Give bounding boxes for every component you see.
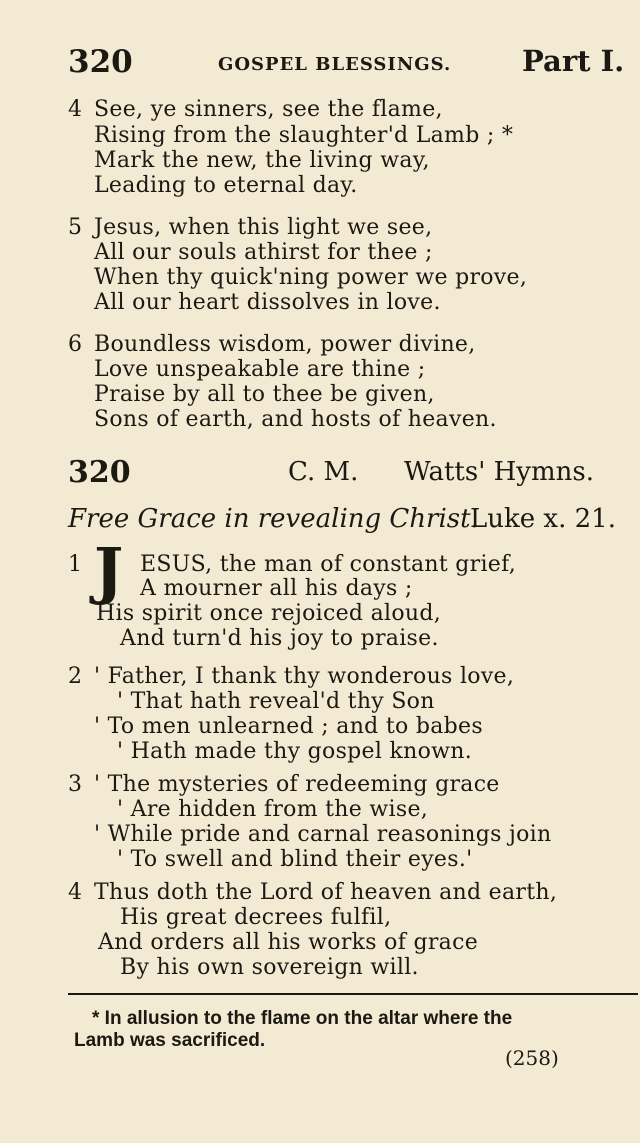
verse-number: 1 xyxy=(68,552,82,577)
verse-number: 4 xyxy=(68,97,82,122)
verse-line: ' That hath reveal'd thy Son xyxy=(117,689,435,714)
verse-line: His great decrees fulfil, xyxy=(120,905,392,930)
verse-line: Mark the new, the living way, xyxy=(94,148,430,173)
verse-line: Sons of earth, and hosts of heaven. xyxy=(94,407,497,432)
verse-line: ' The mysteries of redeeming grace xyxy=(94,772,500,797)
verse-line: And orders all his works of grace xyxy=(98,930,479,955)
verse-line: ' To men unlearned ; and to babes xyxy=(94,714,483,739)
verse-line: Leading to eternal day. xyxy=(94,173,358,198)
verse-line: ESUS, the man of constant grief, xyxy=(140,552,517,577)
verse-line: Thus doth the Lord of heaven and earth, xyxy=(94,880,558,905)
signature-mark: (258) xyxy=(505,1046,559,1070)
verse-line: See, ye sinners, see the flame, xyxy=(94,97,443,122)
verse-line: And turn'd his joy to praise. xyxy=(120,626,439,651)
verse-line: Jesus, when this light we see, xyxy=(94,215,433,240)
verse-line: His spirit once rejoiced aloud, xyxy=(96,601,442,626)
verse-number: 4 xyxy=(68,880,82,905)
footnote-line: Lamb was sacrificed. xyxy=(74,1030,266,1051)
verse-line: ' Father, I thank thy wonderous love, xyxy=(94,664,515,689)
verse-line: When thy quick'ning power we prove, xyxy=(94,265,528,290)
verse-line: ' Are hidden from the wise, xyxy=(117,797,429,822)
hymn-meter: C. M. xyxy=(288,457,359,487)
scripture-reference: Luke x. 21. xyxy=(470,504,616,534)
verse-line: Praise by all to thee be given, xyxy=(94,382,435,407)
verse-number: 2 xyxy=(68,664,82,689)
verse-line: ' To swell and blind their eyes.' xyxy=(117,847,473,872)
verse-line: A mourner all his days ; xyxy=(140,576,413,601)
part-label: Part I. xyxy=(522,44,625,78)
verse-line: All our heart dissolves in love. xyxy=(94,290,441,315)
page-number: 320 xyxy=(68,44,133,80)
verse-line: Boundless wisdom, power divine, xyxy=(94,332,476,357)
verse-line: ' While pride and carnal reasonings join xyxy=(94,822,552,847)
verse-line: Love unspeakable are thine ; xyxy=(94,357,426,382)
verse-number: 5 xyxy=(68,215,82,240)
running-title: GOSPEL BLESSINGS. xyxy=(218,54,452,75)
verse-line: All our souls athirst for thee ; xyxy=(94,240,433,265)
footnote-line: * In allusion to the flame on the altar where the xyxy=(92,1008,513,1029)
verse-line: By his own sovereign will. xyxy=(120,955,419,980)
hymn-source: Watts' Hymns. xyxy=(404,457,594,487)
hymn-number: 320 xyxy=(68,455,131,490)
verse-line: Rising from the slaughter'd Lamb ; * xyxy=(94,123,514,148)
footnote-divider xyxy=(68,993,638,995)
hymn-title: Free Grace in revealing Christ. xyxy=(68,504,479,534)
verse-number: 6 xyxy=(68,332,82,357)
drop-cap: J xyxy=(94,534,124,607)
verse-line: ' Hath made thy gospel known. xyxy=(117,739,473,764)
verse-number: 3 xyxy=(68,772,82,797)
